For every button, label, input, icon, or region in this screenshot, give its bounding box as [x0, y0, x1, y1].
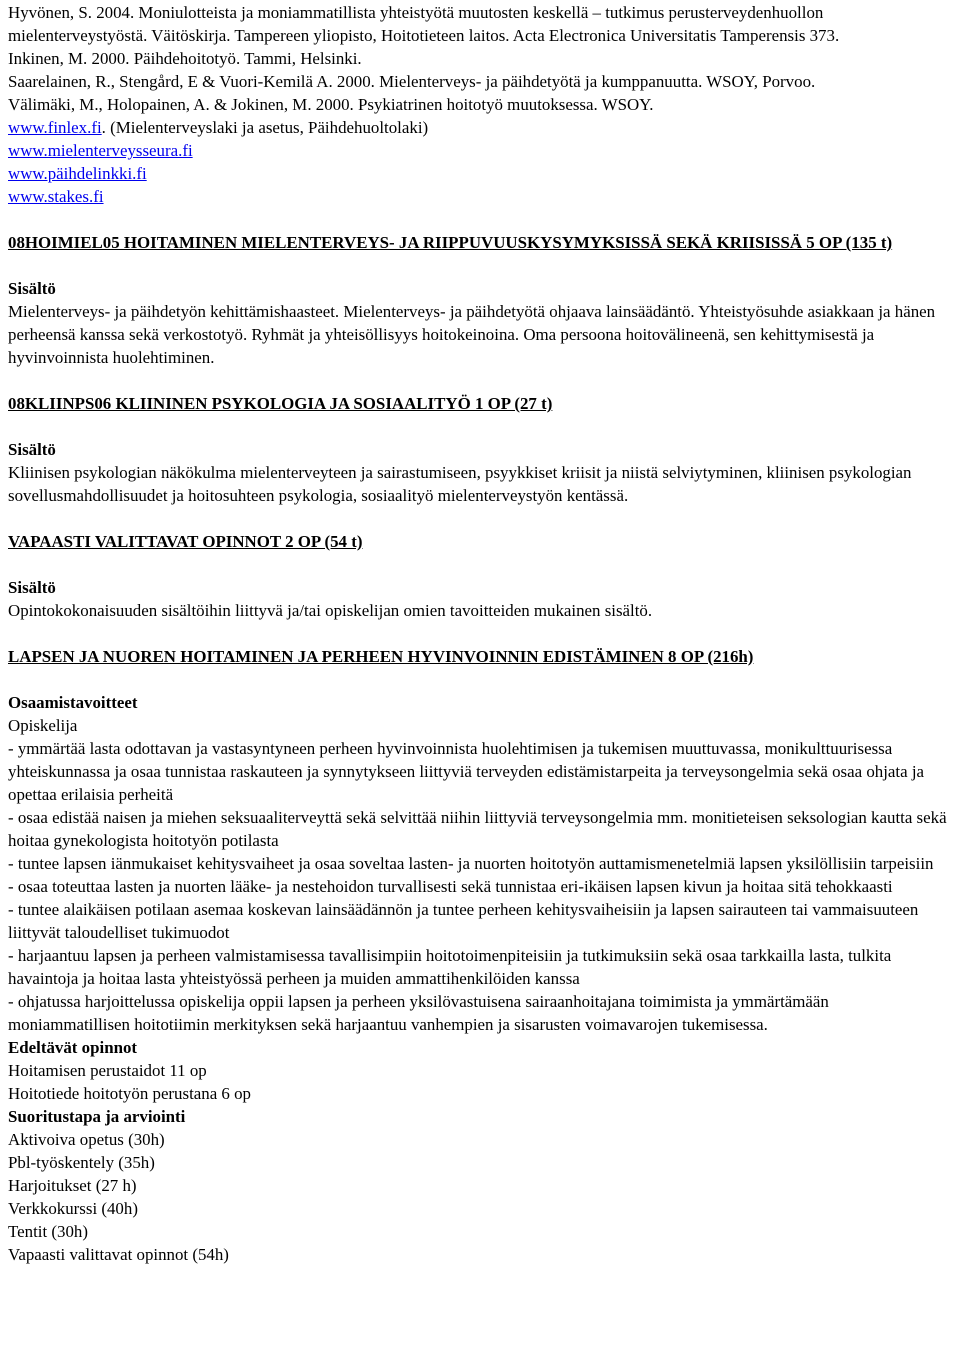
reference-item: Saarelainen, R., Stengård, E & Vuori-Kemilä A. 2000. Mielenterveys- ja päihdetyötä ja kumppanuutta. WSOY, Porvoo. — [8, 72, 816, 91]
section-title: 08HOIMIEL05 HOITAMINEN MIELENTERVEYS- JA RIIPPUVUUSKYSYMYKSISSÄ SEKÄ KRIISISSÄ 5 OP (135 t) — [8, 233, 893, 252]
reference-item: Inkinen, M. 2000. Päihdehoitotyö. Tammi, Helsinki. — [8, 49, 362, 68]
reference-list — [8, 1, 951, 208]
method-item: Verkkokurssi (40h) — [8, 1199, 138, 1218]
goal-item: - harjaantuu lapsen ja perheen valmistamisessa tavallisimpiin hoitotoimenpiteisiin ja tutkimuksiin sekä osaa tarkkailla lasta, tulkita havaintoja ja hoitaa lasta yhteistyössä perheen ja muiden ammattihenkilöiden kanssa — [8, 946, 892, 988]
prereq-item: Hoitotiede hoitotyön perustana 6 op — [8, 1084, 251, 1103]
goal-item: - ohjatussa harjoittelussa opiskelija oppii lapsen ja perheen yksilövastuisena sairaanhoitajana toimimista ja ymmärtämään moniammatillisen hoitotiimin merkityksen sekä harjaantuu vanhempien ja sisarusten voimavarojen tukemisessa. — [8, 992, 829, 1034]
course-section-kliinps — [8, 392, 951, 507]
course-section-hoimiel — [8, 231, 951, 369]
method-heading: Suoritustapa ja arviointi — [8, 1107, 186, 1126]
course-section-vapaasti — [8, 530, 951, 622]
link-mielenterveysseura[interactable]: www.mielenterveysseura.fi — [8, 141, 193, 160]
section-body: Opintokokonaisuuden sisältöihin liittyvä ja/tai opiskelijan omien tavoitteiden mukainen sisältö. — [8, 601, 653, 620]
reference-item: Hyvönen, S. 2004. Moniulotteista ja moniammatillista yhteistyötä muutosten keskellä – tutkimus perusterveydenhuollon mielenterveystyöstä. Väitöskirja. Tampereen yliopisto, Hoitotieteen laitos. Acta Electronica Universitatis Tamperensis 373. — [8, 3, 840, 45]
section-title: LAPSEN JA NUOREN HOITAMINEN JA PERHEEN HYVINVOINNIN EDISTÄMINEN 8 OP (216h) — [8, 647, 754, 666]
section-title: VAPAASTI VALITTAVAT OPINNOT 2 OP (54 t) — [8, 532, 363, 551]
section-subheading: Sisältö — [8, 578, 56, 597]
method-item: Tentit (30h) — [8, 1222, 88, 1241]
section-body: Mielenterveys- ja päihdetyön kehittämishaasteet. Mielenterveys- ja päihdetyötä ohjaava lainsäädäntö. Yhteistyösuhde asiakkaan ja hänen perheensä kanssa sekä verkostotyö. Ryhmät ja yhteisöllisyys hoitokeinoina. Oma persoona hoitovälineenä, sen kehittymisestä ja hyvinvoinnista huolehtiminen. — [8, 302, 936, 367]
method-item: Pbl-työskentely (35h) — [8, 1153, 155, 1172]
goal-item: - osaa edistää naisen ja miehen seksuaaliterveyttä sekä selvittää niihin liittyviä terveysongelmia mm. monitieteisen seksologian kautta sekä hoitaa gynekologista hoitotyön potilasta — [8, 808, 947, 850]
course-section-lapsen — [8, 645, 951, 1266]
goal-item: - tuntee alaikäisen potilaan asemaa koskevan lainsäädännön ja tuntee perheen kehitysvaiheisiin ja lapsen sairauteen tai vammaisuuteen liittyvät taloudelliset tukimuodot — [8, 900, 919, 942]
link-paihdelinkki[interactable]: www.päihdelinkki.fi — [8, 164, 147, 183]
method-item: Aktivoiva opetus (30h) — [8, 1130, 165, 1149]
finlex-reference — [8, 116, 951, 139]
method-item: Vapaasti valittavat opinnot (54h) — [8, 1245, 229, 1264]
student-label: Opiskelija — [8, 716, 78, 735]
reference-item: Välimäki, M., Holopainen, A. & Jokinen, M. 2000. Psykiatrinen hoitotyö muutoksessa. WSOY. — [8, 95, 654, 114]
section-subheading: Sisältö — [8, 279, 56, 298]
section-title: 08KLIINPS06 KLIININEN PSYKOLOGIA JA SOSIAALITYÖ 1 OP (27 t) — [8, 394, 553, 413]
goal-item: - tuntee lapsen iänmukaiset kehitysvaiheet ja osaa soveltaa lasten- ja nuorten hoitotyön auttamismenetelmiä lapsen yksilöllisiin tarpeisiin — [8, 854, 934, 873]
goal-item: - ymmärtää lasta odottavan ja vastasyntyneen perheen hyvinvoinnista huolehtimisen ja tukemisen muuttuvassa, monikulttuurisessa yhteiskunnassa ja osaa tunnistaa raskauteen ja synnytykseen liittyviä terveyden edistämistarpeita ja terveysongelmia sekä osaa ohjata ja opettaa erilaisia perheitä — [8, 739, 925, 804]
link-stakes[interactable]: www.stakes.fi — [8, 187, 104, 206]
prereq-heading: Edeltävät opinnot — [8, 1038, 138, 1057]
goals-heading: Osaamistavoitteet — [8, 693, 138, 712]
finlex-link[interactable]: www.finlex.fi — [8, 118, 102, 137]
finlex-note: . (Mielenterveyslaki ja asetus, Päihdehuoltolaki) — [101, 118, 429, 137]
method-item: Harjoitukset (27 h) — [8, 1176, 137, 1195]
goal-item: - osaa toteuttaa lasten ja nuorten lääke- ja nestehoidon turvallisesti sekä tunnistaa eri-ikäisen lapsen kivun ja hoitaa sitä tehokkaasti — [8, 877, 893, 896]
section-subheading: Sisältö — [8, 440, 56, 459]
section-body: Kliinisen psykologian näkökulma mielenterveyteen ja sairastumiseen, psyykkiset kriisit ja niistä selviytyminen, kliinisen psykologian sovellusmahdollisuudet ja hoitosuhteen psykologia, sosiaalityö mielenterveystyön kentässä. — [8, 463, 912, 505]
prereq-item: Hoitamisen perustaidot 11 op — [8, 1061, 207, 1080]
